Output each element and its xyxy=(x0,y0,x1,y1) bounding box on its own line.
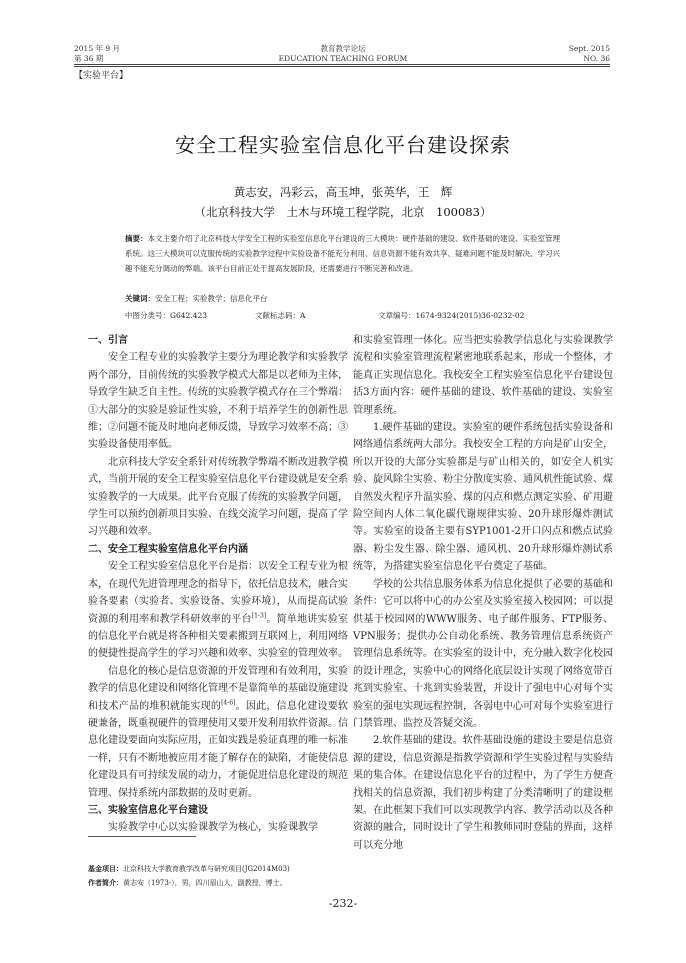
header-issue-cn: 第 36 期 xyxy=(74,54,104,63)
keywords xyxy=(125,293,268,304)
body-column-left xyxy=(88,332,348,837)
footnote-author-label: 作者简介： xyxy=(88,878,123,887)
citation-ref: [4-6] xyxy=(221,699,236,707)
header-rule-top xyxy=(74,64,610,65)
document-code: 文献标志码：A xyxy=(255,311,306,320)
header-date-en: Sept. 2015 xyxy=(568,44,610,53)
paragraph: 实验教学中心以实验课教学为核心，实验课教学 xyxy=(108,822,318,834)
heading-platform-construction: 三、实验室信息化平台建设 xyxy=(88,804,208,816)
header-journal-en: EDUCATION TEACHING FORUM xyxy=(278,54,408,63)
citation-ref: [1-3] xyxy=(251,612,267,620)
header-journal-cn: 教育教学论坛 xyxy=(320,44,366,53)
article-title: 安全工程实验室信息化平台建设探索 xyxy=(175,133,511,157)
paragraph-text: 信息化的核心是信息资源的开发管理和有效利用，实验教学的信息化建设和网络化管理不是靠简单的基础设施建设和技术产品的堆积就能实现的 xyxy=(88,665,348,712)
header-rule-bottom xyxy=(74,66,610,67)
keywords-text: 安全工程；实验教学；信息化平台 xyxy=(155,294,268,303)
clc-number: 中图分类号：G642.423 xyxy=(125,311,208,320)
body-column-right xyxy=(353,332,613,854)
paragraph: 安全工程专业的实验教学主要分为理论教学和实验教学两个部分，目前传统的实验教学模式大都是以老师为主体，导致学生缺乏自主性。传统的实验教学模式存在三个弊端：①大部分的实验是验证性实验，不利于培养学生的创新性思维；②问题不能及时地向老师反馈，导致学习效率不高；③实验设备使用率低。 xyxy=(88,352,348,451)
keywords-label: 关键词： xyxy=(125,294,155,303)
footnote-rule xyxy=(88,836,196,837)
abstract xyxy=(125,232,565,276)
article-number: 文章编号：1674-9324(2015)36-0232-02 xyxy=(378,311,525,320)
section-tag: 【实验平台】 xyxy=(74,71,129,81)
footnote-funding xyxy=(88,864,290,874)
article-authors: 黄志安，冯彩云，高玉坤，张英华，王 辉 xyxy=(233,185,453,199)
paragraph: 2.软件基础的建设。软件基础设施的建设主要是信息资源的建设，信息资源是指教学资源和学生实验过程与实验结果的集合体。在建设信息化平台的过程中，为了学生方便查找相关的信息资源，我们初步构建了分类清晰明了的建设框架。在此框架下我们可以实现教学内容、教学活动以及各种资源的融合，同时设计了学生和教师同时登陆的界面，这样可以充分地 xyxy=(353,735,613,851)
footnote-funding-text: 北京科技大学教育教学改革与研究项目(JG2014M03) xyxy=(123,865,290,873)
paragraph xyxy=(88,558,348,662)
paragraph: 学校的公共信息服务体系为信息化提供了必要的基础和条件：它可以将中心的办公室及实验室接入校园网；可以提供基于校园网的WWW服务、电子邮件服务、FTP服务、VPN服务；提供办公自动化系统、教务管理信息系统资产管理信息系统等。在实验室的设计中，充分融入数字化校园的设计理念，实验中心的网络化底层设计实现了网络宽带百兆到实验室、十兆到实验装置，并设计了强电中心对每个实验室的强电实现远程控制，各弱电中心可对每个实验室进行门禁管理、监控及答疑交流。 xyxy=(353,578,613,729)
paragraph: 1.硬件基础的建设。实验室的硬件系统包括实验设备和网络通信系统两大部分。我校安全工程的方向是矿山安全，所以开设的大部分实验都是与矿山相关的，如安全人机实验、旋风除尘实验、粉尘分散度实验、通风机性能试验、煤自然发火程序升温实验、煤的闪点和燃点测定实验、矿用避险空间内人体二氧化碳代谢规律实验、20升球形爆炸测试等。实验室的设备主要有SYP1001-2开口闪点和燃点试验器、粉尘发生器、除尘器、通风机、20升球形爆炸测试系统等，为搭建实验室信息化平台奠定了基础。 xyxy=(353,422,613,573)
footnote-author xyxy=(88,878,287,888)
footnote-funding-label: 基金项目： xyxy=(88,864,123,873)
abstract-text: 本文主要介绍了北京科技大学安全工程的实验室信息化平台建设的三大模块：硬件基础的建设、软件基础的建设、实验室管理系统。这三大模块可以克服传统的实验教学过程中实验设备不能充分利用、信息资源不能有效共享、疑难问题不能及时解决、学习兴趣不能充分调动的弊端。该平台目前正处于提高发展阶段，还需要进行不断完善和改进。 xyxy=(125,234,560,273)
paragraph-text: 。简单地讲实验室的信息化平台就是将各种相关要素搬到互联网上，利用网络的便捷性提高学生的学习兴趣和效率、实验室的管理效率。 xyxy=(88,613,349,660)
paragraph xyxy=(88,663,348,802)
paragraph: 和实验室管理一体化。应当把实验教学信息化与实验课教学流程和实验室管理流程紧密地联系起来，形成一个整体，才能真正实现信息化。我校安全工程实验室信息化平台建设包括3方面内容：硬件基础的建设、软件基础的建设、实验室管理系统。 xyxy=(353,335,613,416)
paragraph-text: 安全工程实验室信息化平台是指：以安全工程专业为根本，在现代先进管理理念的指导下，依托信息技术，融合实验各要素（实验者、实验设备、实验环境），从而提高试验资源的利用率和教学科研效率的平台 xyxy=(88,561,348,625)
paragraph-text: 。因此，信息化建设要软硬兼备，既重视硬件的管理使用又要开发利用软件资源。信息化建设要面向实际应用，正如实践是验证真理的唯一标准一样，只有不断地被应用才能了解存在的缺陷，才能使信息化建设具有可持续发展的动力，才能促进信息化建设的规范管理、保持系统内部数据的及时更新。 xyxy=(88,700,349,799)
page-number: -232- xyxy=(328,897,358,910)
header-date-cn: 2015 年 9 月 xyxy=(74,44,121,53)
running-header-right xyxy=(569,44,610,64)
heading-platform-concept: 二、安全工程实验室信息化平台内涵 xyxy=(88,543,248,555)
heading-introduction: 一、引言 xyxy=(88,335,128,346)
footnote-author-text: 黄志安（1973-），男，四川眉山人，副教授，博士。 xyxy=(123,879,287,887)
paragraph: 北京科技大学安全系针对传统教学弊端不断改进教学模式，当前开展的安全工程实验室信息化平台建设就是安全系实验教学的一大成果。此平台克服了传统的实验教学问题，学生可以预约创新项目实验、在线交流学习问题，提高了学习兴趣和效率。 xyxy=(88,456,348,538)
header-issue-en: NO. 36 xyxy=(583,54,610,63)
article-affiliation: （北京科技大学 土木与环境工程学院，北京 100083） xyxy=(194,205,492,219)
abstract-label: 摘要： xyxy=(125,234,148,243)
